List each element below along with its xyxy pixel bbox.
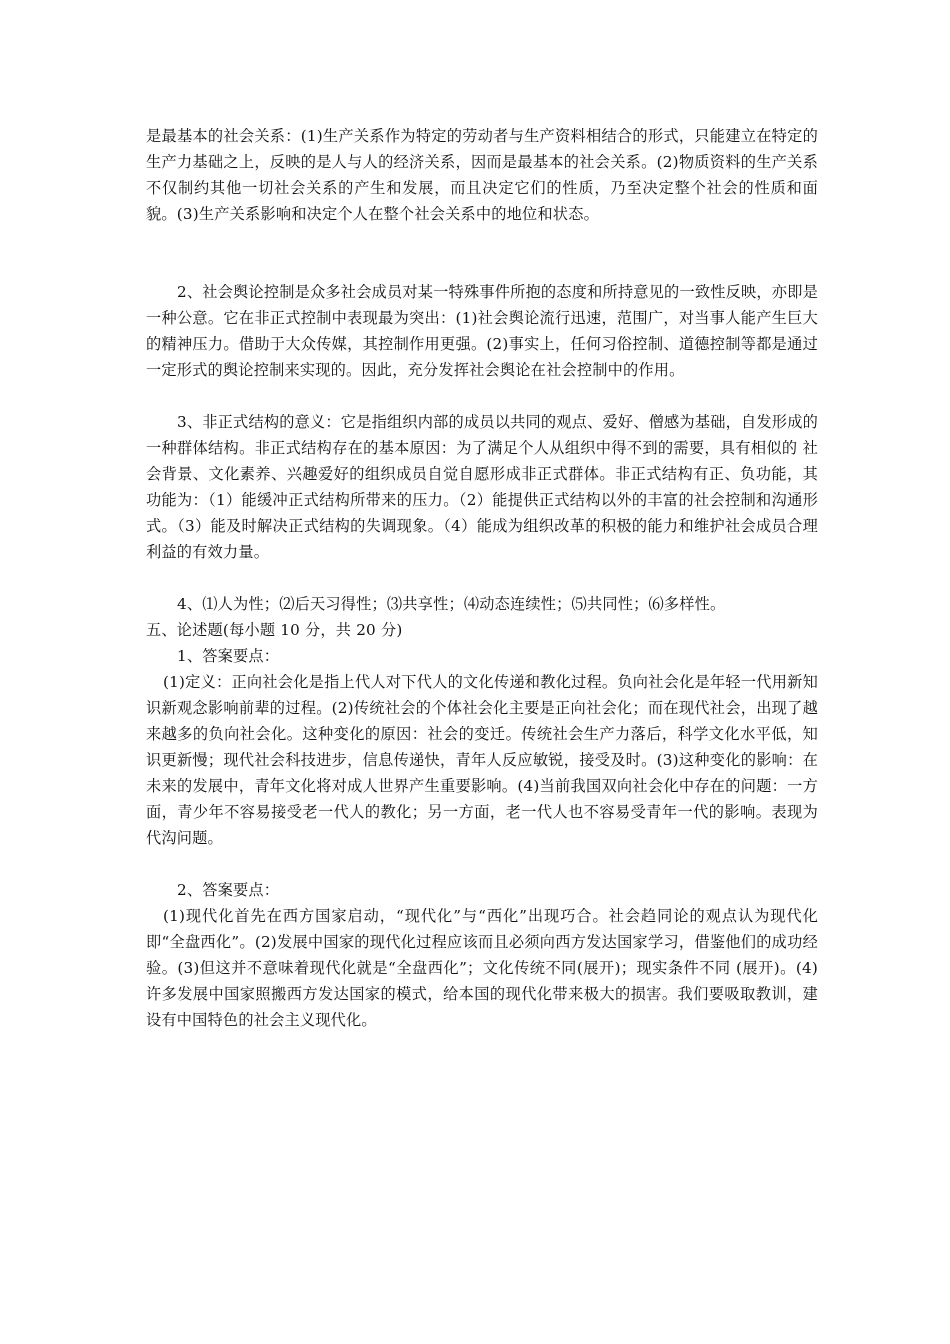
paragraph-public-opinion-control: 2、社会舆论控制是众多社会成员对某一特殊事件所抱的态度和所持意见的一致性反映，亦即是一种公意。它在非正式控制中表现最为突出：(1)社会舆论流行迅速，范围广，对当事人能产生巨大的精神压力。借助于大众传媒，其控制作用更强。(2)事实上，任何习俗控制、道德控制等都是通过一定形式的舆论控制来实现的。因此，充分发挥社会舆论在社会控制中的作用。: [146, 283, 818, 379]
spacer: [146, 851, 818, 877]
paragraph-informal-structure: 3、非正式结构的意义：它是指组织内部的成员以共同的观点、爱好、僧感为基础，自发形成的一种群体结构。非正式结构存在的基本原因：为了满足个人从组织中得不到的需要，具有相似的 社会背景、文化素养、兴趣爱好的组织成员自觉自愿形成非正式群体。非正式结构有正、负功能，其功能为：（1）能缓冲正式结构所带来的压力。（2）能提供正式结构以外的丰富的社会控制和沟通形式。（3）能及时解决正式结构的失调现象。（4）能成为组织改革的积极的能力和维护社会成员合理利益的有效力量。: [146, 413, 818, 561]
spacer: [146, 565, 818, 591]
answer-heading-1: 1、答案要点：: [177, 647, 280, 665]
spacer: [146, 227, 818, 279]
section-heading-essay-questions: 五、论述题(每小题 10 分，共 20 分): [146, 621, 403, 639]
spacer: [146, 383, 818, 409]
paragraph-culture-features: 4、⑴人为性；⑵后天习得性；⑶共享性；⑷动态连续性；⑸共同性；⑹多样性。: [177, 595, 726, 613]
answer-heading-2: 2、答案要点：: [177, 881, 280, 899]
paragraph-production-relations: 是最基本的社会关系：(1)生产关系作为特定的劳动者与生产资料相结合的形式，只能建立在特定的生产力基础之上，反映的是人与人的经济关系，因而是最基本的社会关系。(2)物质资料的生产关系不仅制约其他一切社会关系的产生和发展，而且决定它们的性质，乃至决定整个社会的性质和面貌。(3)生产关系影响和决定个人在整个社会关系中的地位和状态。: [146, 127, 818, 223]
document-page: [146, 123, 818, 1033]
paragraph-modernization-answer: (1)现代化首先在西方国家启动，“现代化”与“西化”出现巧合。社会趋同论的观点认为现代化即“全盘西化”。(2)发展中国家的现代化过程应该而且必须向西方发达国家学习，借鉴他们的成功经验。(3)但这并不意味着现代化就是“全盘西化”；文化传统不同(展开)；现实条件不同 (展开)。(4)许多发展中国家照搬西方发达国家的模式，给本国的现代化带来极大的损害。我们要吸取教训，建设有中国特色的社会主义现代化。: [146, 907, 818, 1029]
paragraph-socialization-answer: (1)定义：正向社会化是指上代人对下代人的文化传递和教化过程。负向社会化是年轻一代用新知识新观念影响前辈的过程。(2)传统社会的个体社会化主要是正向社会化；而在现代社会，出现了越来越多的负向社会化。这种变化的原因：社会的变迁。传统社会生产力落后，科学文化水平低，知识更新慢；现代社会科技进步，信息传递快，青年人反应敏锐，接受及时。(3)这种变化的影响：在未来的发展中，青年文化将对成人世界产生重要影响。(4)当前我国双向社会化中存在的问题：一方面，青少年不容易接受老一代人的教化；另一方面，老一代人也不容易受青年一代的影响。表现为代沟问题。: [146, 673, 818, 847]
